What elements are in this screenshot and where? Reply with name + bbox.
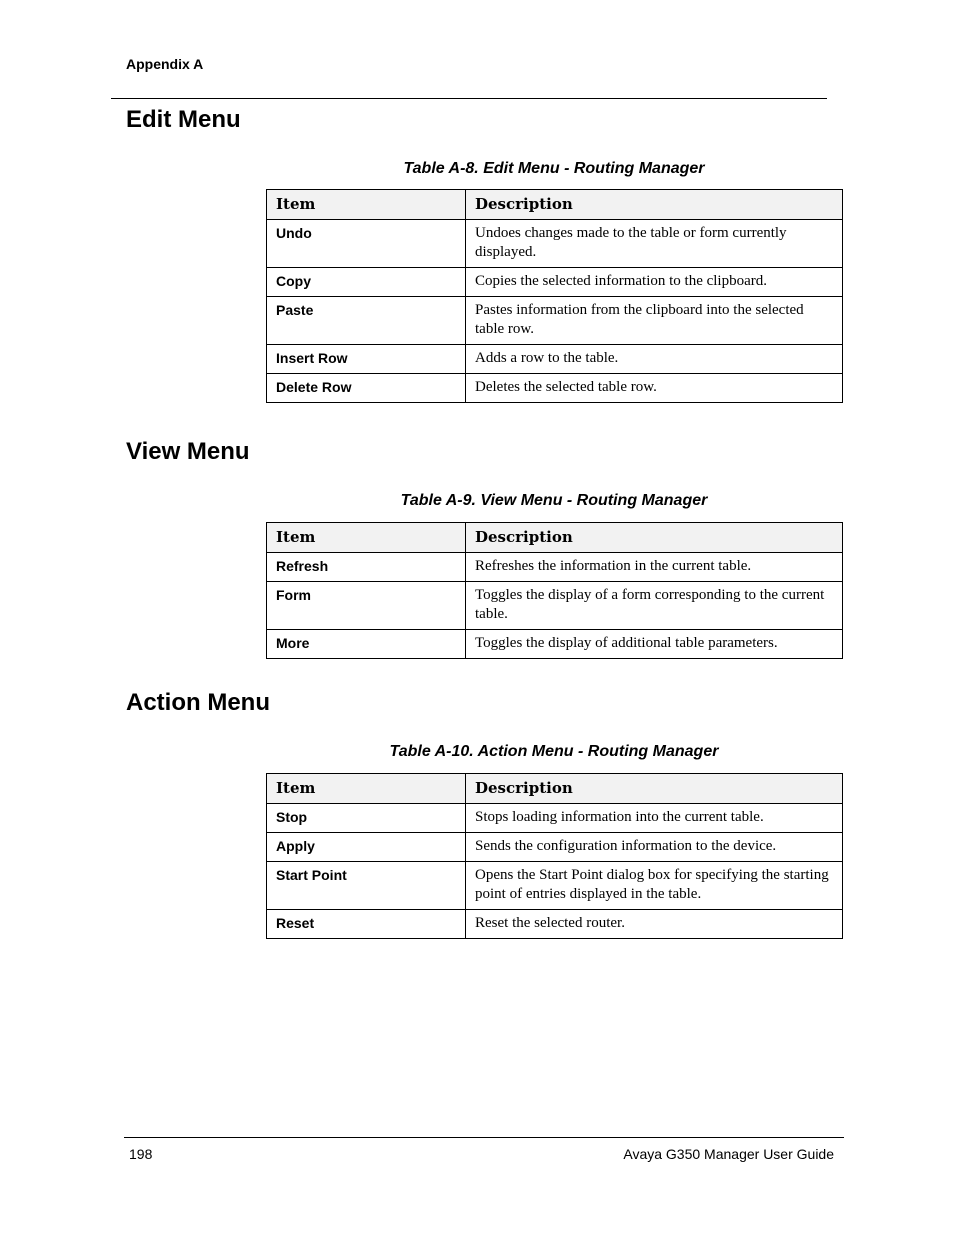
table-caption-action-menu: Table A-10. Action Menu - Routing Manager [389, 743, 719, 760]
table-header-row [267, 190, 843, 220]
column-header-item: Item [267, 774, 466, 804]
table-header-row [267, 774, 843, 804]
item-cell: Delete Row [267, 374, 466, 403]
column-header-description: Description [466, 190, 843, 220]
running-header: Appendix A [126, 56, 204, 72]
column-header-description: Description [466, 774, 843, 804]
table-row [267, 630, 843, 659]
item-cell: Stop [267, 804, 466, 833]
description-cell: Undoes changes made to the table or form currently displayed. [466, 220, 843, 268]
description-cell: Adds a row to the table. [466, 345, 843, 374]
footer-divider [124, 1137, 844, 1138]
table-row [267, 833, 843, 862]
description-cell: Deletes the selected table row. [466, 374, 843, 403]
table-row [267, 804, 843, 833]
description-cell: Refreshes the information in the current table. [466, 553, 843, 582]
item-cell: Copy [267, 268, 466, 297]
edit-menu-table [266, 189, 843, 403]
page-number: 198 [129, 1146, 153, 1162]
action-menu-table [266, 773, 843, 939]
description-cell: Reset the selected router. [466, 910, 843, 939]
table-row [267, 297, 843, 345]
item-cell: Start Point [267, 862, 466, 910]
item-cell: Refresh [267, 553, 466, 582]
table-row [267, 374, 843, 403]
section-title-edit-menu: Edit Menu [126, 106, 241, 133]
item-cell: Paste [267, 297, 466, 345]
header-divider [111, 98, 827, 99]
table-row [267, 910, 843, 939]
description-cell: Toggles the display of additional table parameters. [466, 630, 843, 659]
description-cell: Toggles the display of a form corresponding to the current table. [466, 582, 843, 630]
table-caption-edit-menu: Table A-8. Edit Menu - Routing Manager [403, 160, 705, 177]
item-cell: Undo [267, 220, 466, 268]
item-cell: Apply [267, 833, 466, 862]
item-cell: Insert Row [267, 345, 466, 374]
table-row [267, 862, 843, 910]
table-row [267, 268, 843, 297]
table-row [267, 553, 843, 582]
view-menu-table [266, 522, 843, 659]
description-cell: Stops loading information into the current table. [466, 804, 843, 833]
document-title: Avaya G350 Manager User Guide [623, 1146, 834, 1162]
table-header-row [267, 523, 843, 553]
item-cell: Reset [267, 910, 466, 939]
description-cell: Pastes information from the clipboard into the selected table row. [466, 297, 843, 345]
table-caption-view-menu: Table A-9. View Menu - Routing Manager [400, 492, 708, 509]
description-cell: Copies the selected information to the clipboard. [466, 268, 843, 297]
section-title-view-menu: View Menu [126, 438, 250, 465]
column-header-item: Item [267, 523, 466, 553]
item-cell: More [267, 630, 466, 659]
column-header-description: Description [466, 523, 843, 553]
section-title-action-menu: Action Menu [126, 689, 270, 716]
description-cell: Opens the Start Point dialog box for specifying the starting point of entries displayed in the table. [466, 862, 843, 910]
description-cell: Sends the configuration information to the device. [466, 833, 843, 862]
item-cell: Form [267, 582, 466, 630]
column-header-item: Item [267, 190, 466, 220]
table-row [267, 582, 843, 630]
table-row [267, 220, 843, 268]
table-row [267, 345, 843, 374]
